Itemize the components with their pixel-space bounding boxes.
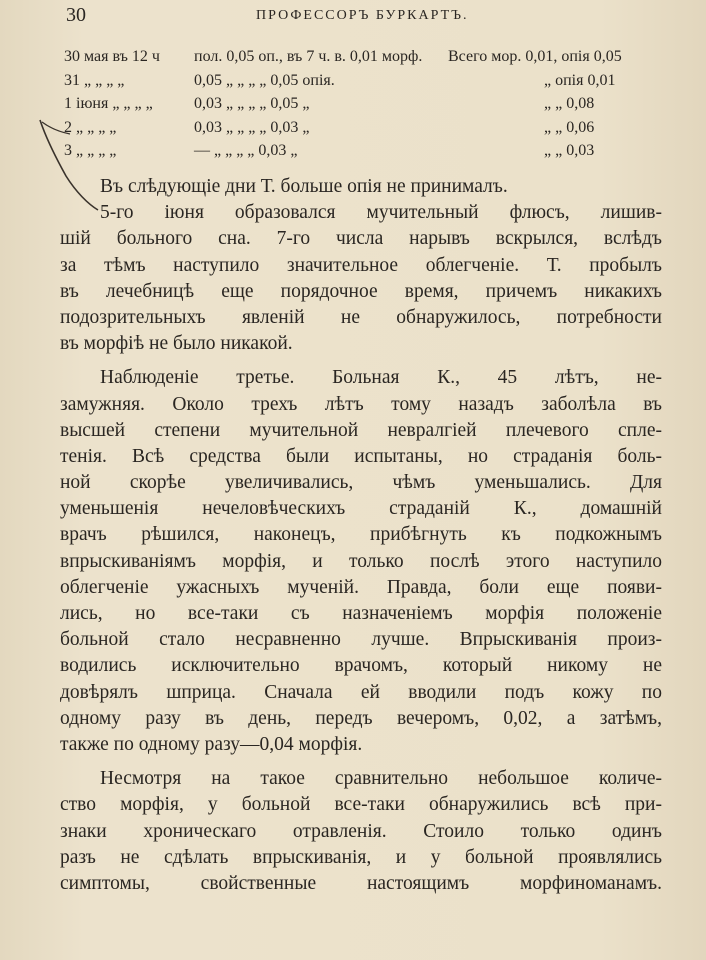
- text-line: впрыскиваніямъ морфія, и только послѣ этого наступило: [60, 550, 662, 572]
- text-line: разъ не сдѣлать впрыскиванія, и у больной проявлялись: [60, 846, 662, 868]
- paragraph-gap: [100, 357, 662, 365]
- row-date: 2 „ „ „ „: [64, 118, 117, 136]
- text-line: въ лечебницѣ еще порядочное время, причемъ никакихъ: [60, 280, 662, 302]
- row-total: „ „ 0,03: [544, 142, 595, 159]
- text-line: тенія. Всѣ средства были испытаны, но страданія боль-: [60, 445, 662, 467]
- paragraph: [60, 365, 662, 758]
- row-doses: — „ „ „ „ 0,03 „: [194, 142, 298, 159]
- text-line: за тѣмъ наступило значительное облегченіе. Т. пробылъ: [60, 254, 662, 276]
- text-line: также по одному разу—0,04 морфія.: [60, 733, 363, 755]
- text-line: ной скорѣе увеличивались, чѣмъ уменьшались. Для: [60, 472, 662, 494]
- row-doses: 0,03 „ „ „ „ 0,03 „: [194, 118, 310, 136]
- paragraph: [60, 200, 662, 357]
- text-line: Несмотря на такое сравнительно небольшое количе-: [100, 768, 662, 790]
- page-header: [66, 4, 666, 30]
- text-line: уменьшенія нечеловѣческихъ страданій К., домашній: [60, 498, 662, 520]
- row-doses: 0,05 „ „ „ „ 0,05 опія.: [194, 71, 335, 89]
- row-doses: пол. 0,05 оп., въ 7 ч. в. 0,01 морф.: [194, 48, 423, 65]
- text-line: 5-го іюня образовался мучительный флюсъ, лишив-: [100, 202, 662, 224]
- text-line: замужняя. Около трехъ лѣтъ тому назадъ заболѣла въ: [60, 393, 662, 415]
- row-date: 1 іюня „ „ „ „: [64, 95, 153, 112]
- text-line: въ морфіѣ не было никакой.: [60, 333, 293, 355]
- text-line: водились исключительно врачомъ, который никому не: [60, 655, 662, 677]
- text-line: подозрительныхъ явленій не обнаружилось, потребности: [60, 306, 662, 328]
- row-doses: 0,03 „ „ „ „ 0,05 „: [194, 95, 310, 112]
- text-line: лись, но все-таки съ назначеніемъ морфія положеніе: [60, 603, 662, 624]
- text-line: довѣрялъ шприца. Сначала ей вводили подъ кожу по: [60, 681, 662, 703]
- text-line: высшей степени мучительной невралгіей плечевого спле-: [60, 419, 662, 441]
- text-line: врачъ рѣшился, наконецъ, прибѣгнуть къ подкожнымъ: [60, 524, 662, 546]
- page-number: 30: [66, 4, 86, 26]
- dose-table: [64, 48, 664, 166]
- row-date: 31 „ „ „ „: [64, 71, 125, 89]
- text-line: шій больного сна. 7-го числа нарывъ вскрылся, вслѣдъ: [60, 228, 662, 250]
- running-title: ПРОФЕССОРЪ БУРКАРТЪ.: [256, 8, 469, 23]
- text-line: одному разу въ день, передъ вечеромъ, 0,02, а затѣмъ,: [60, 707, 662, 729]
- handwritten-bracket-mark: [32, 118, 102, 213]
- row-date: 30 мая въ 12 ч: [64, 48, 160, 65]
- text-line: симптомы, свойственные настоящимъ морфиноманамъ.: [60, 872, 662, 894]
- paragraph-gap: [100, 758, 662, 766]
- row-total: Всего мор. 0,01, опія 0,05: [448, 48, 622, 65]
- body-text: [60, 174, 662, 897]
- row-total: „ „ 0,08: [544, 95, 595, 112]
- row-total: „ „ 0,06: [544, 118, 595, 136]
- row-date: 3 „ „ „ „: [64, 142, 117, 159]
- paragraph: [100, 174, 662, 200]
- text-line: облегченіе ужасныхъ мученій. Правда, боли еще появи-: [60, 576, 662, 598]
- table-row: [64, 119, 664, 143]
- table-row: [64, 95, 664, 119]
- table-row: [64, 48, 664, 72]
- text-line: Наблюденіе третье. Больная К., 45 лѣтъ, не-: [100, 367, 662, 389]
- row-total: „ опія 0,01: [544, 71, 616, 89]
- table-row: [64, 72, 664, 96]
- text-line: ство морфія, у больной все-таки обнаружились всѣ при-: [60, 794, 662, 816]
- table-row: [64, 142, 664, 166]
- text-line: знаки хроническаго отравленія. Стоило только одинъ: [60, 820, 662, 842]
- text-line: Въ слѣдующіе дни Т. больше опія не принималъ.: [100, 176, 508, 197]
- text-line: больной стало несравненно лучше. Впрыскиванія произ-: [60, 629, 662, 651]
- paragraph: [60, 766, 662, 897]
